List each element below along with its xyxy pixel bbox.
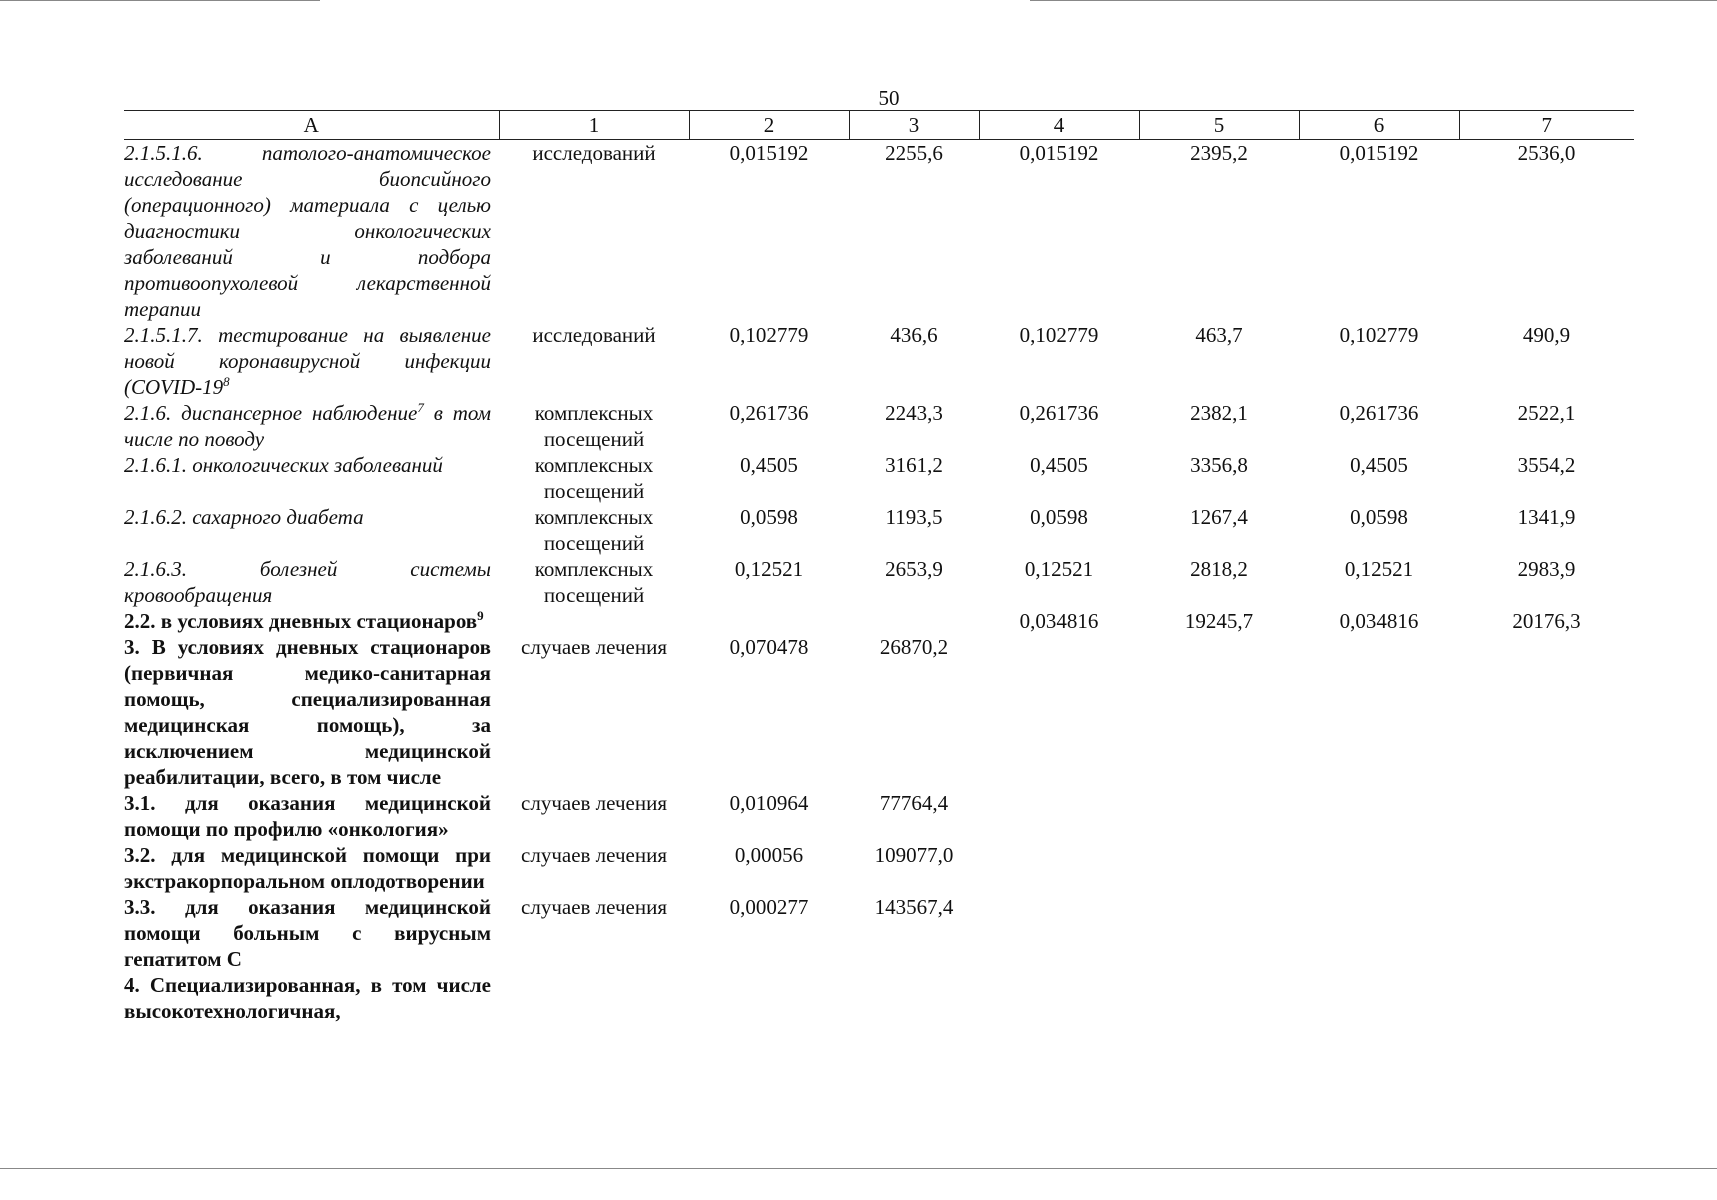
- unit-cell: случаев лечения: [521, 843, 667, 867]
- column-header-5: 5: [1139, 111, 1299, 140]
- value-cell-2: 0,102779: [729, 323, 809, 347]
- value-cell-7: [1459, 894, 1634, 972]
- value-cell-4: 0,4505: [1030, 453, 1088, 477]
- unit-cell: случаев лечения: [521, 635, 667, 659]
- value-cell-4: 0,261736: [1019, 401, 1099, 425]
- value-cell-7: 2983,9: [1517, 557, 1576, 581]
- table-row: [124, 790, 1634, 842]
- value-cell-6: [1299, 790, 1459, 842]
- value-cell-2: 0,261736: [729, 401, 809, 425]
- column-header-2: 2: [689, 111, 849, 140]
- value-cell-3: 3161,2: [885, 453, 943, 477]
- value-cell-7: 3554,2: [1517, 453, 1576, 477]
- value-cell-5: 2818,2: [1190, 557, 1248, 581]
- row-name: [124, 790, 499, 842]
- value-cell-7: [1459, 842, 1634, 894]
- value-cell-7: [1459, 634, 1634, 790]
- unit-cell: [499, 608, 689, 634]
- value-cell-5: 19245,7: [1184, 609, 1254, 633]
- row-name: [124, 400, 499, 452]
- value-cell-5: 3356,8: [1190, 453, 1248, 477]
- value-cell-4: 0,12521: [1024, 557, 1094, 581]
- value-cell-4: [979, 972, 1139, 1024]
- table-row: [124, 556, 1634, 608]
- row-name-text: 2.1.5.1.6. патолого-анатомическое исследование биопсийного (операционного) материала с целью диагностики онкологических заболеваний и подбора противоопухолевой лекарственной терапии: [124, 141, 491, 321]
- value-cell-6: 0,12521: [1344, 557, 1414, 581]
- table-row: [124, 400, 1634, 452]
- value-cell-2: 0,12521: [734, 557, 804, 581]
- row-name: [124, 556, 499, 608]
- value-cell-6: 0,0598: [1350, 505, 1408, 529]
- value-cell-5: [1139, 842, 1299, 894]
- row-name: [124, 322, 499, 400]
- row-name: [124, 894, 499, 972]
- value-cell-4: 0,0598: [1030, 505, 1088, 529]
- row-name-text: 2.2. в условиях дневных стационаров: [124, 609, 478, 633]
- row-name-text: 3.3. для оказания медицинской помощи больным с вирусным гепатитом С: [124, 895, 491, 971]
- unit-cell: случаев лечения: [521, 791, 667, 815]
- value-cell-5: [1139, 972, 1299, 1024]
- value-cell-4: 0,034816: [1019, 609, 1099, 633]
- footnote-marker: 8: [223, 374, 230, 389]
- unit-cell: [499, 972, 689, 1024]
- row-name: [124, 842, 499, 894]
- value-cell-7: [1459, 972, 1634, 1024]
- value-cell-4: [979, 790, 1139, 842]
- column-header-3: 3: [849, 111, 979, 140]
- value-cell-5: [1139, 790, 1299, 842]
- value-cell-6: 0,4505: [1350, 453, 1408, 477]
- value-cell-2: 0,4505: [740, 453, 798, 477]
- value-cell-6: 0,034816: [1339, 609, 1419, 633]
- table-row: [124, 842, 1634, 894]
- row-name-text: 2.1.6.2. сахарного диабета: [124, 505, 364, 529]
- scan-edge-top-right: [1030, 0, 1717, 1]
- value-cell-6: [1299, 842, 1459, 894]
- value-cell-6: [1299, 634, 1459, 790]
- table-row: [124, 504, 1634, 556]
- value-cell-3: 2653,9: [885, 557, 943, 581]
- unit-cell: комплексных посещений: [534, 453, 654, 503]
- value-cell-6: 0,102779: [1339, 323, 1419, 347]
- row-name-text: 3.2. для медицинской помощи при экстракорпоральном оплодотворении: [124, 843, 491, 893]
- unit-cell: исследований: [532, 141, 656, 165]
- value-cell-7: 490,9: [1522, 323, 1571, 347]
- value-cell-6: 0,015192: [1339, 141, 1419, 165]
- table-row: [124, 972, 1634, 1024]
- page-number: 50: [878, 86, 900, 110]
- footnote-marker: 9: [477, 608, 484, 623]
- value-cell-7: 2536,0: [1517, 141, 1576, 165]
- value-cell-3: 26870,2: [879, 635, 949, 659]
- value-cell-6: [1299, 972, 1459, 1024]
- unit-cell: комплексных посещений: [534, 557, 654, 607]
- table-row: [124, 322, 1634, 400]
- row-name: [124, 452, 499, 504]
- value-cell-4: [979, 894, 1139, 972]
- row-name-text: 3. В условиях дневных стационаров (первичная медико-санитарная помощь, специализированная медицинская помощь), за исключением медицинской реабилитации, всего, в том числе: [124, 635, 491, 789]
- value-cell-3: 436,6: [890, 323, 938, 347]
- row-name-text: 2.1.5.1.7. тестирование на выявление новой коронавирусной инфекции (COVID-19: [124, 323, 491, 399]
- table-row: [124, 140, 1634, 323]
- value-cell-4: 0,015192: [1019, 141, 1099, 165]
- row-name: [124, 972, 499, 1024]
- value-cell-2: 0,0598: [740, 505, 798, 529]
- unit-cell: случаев лечения: [521, 895, 667, 919]
- value-cell-3: 143567,4: [874, 895, 954, 919]
- value-cell-2: [689, 608, 849, 634]
- value-cell-7: 2522,1: [1517, 401, 1576, 425]
- column-header-7: 7: [1459, 111, 1634, 140]
- unit-cell: исследований: [532, 323, 656, 347]
- footnote-marker: 7: [417, 400, 424, 415]
- value-cell-2: 0,00056: [734, 843, 804, 867]
- value-cell-3: [849, 608, 979, 634]
- value-cell-4: 0,102779: [1019, 323, 1099, 347]
- value-cell-6: [1299, 894, 1459, 972]
- data-table: [124, 110, 1634, 1024]
- column-header-6: 6: [1299, 111, 1459, 140]
- value-cell-2: 0,000277: [729, 895, 809, 919]
- scan-edge-bottom: [0, 1168, 1717, 1169]
- value-cell-3: 2255,6: [885, 141, 943, 165]
- scan-edge-top-left: [0, 0, 320, 1]
- value-cell-4: [979, 842, 1139, 894]
- value-cell-6: 0,261736: [1339, 401, 1419, 425]
- row-name-text: 2.1.6.3. болезней системы кровообращения: [124, 557, 491, 607]
- value-cell-5: 2395,2: [1190, 141, 1248, 165]
- table-body: [124, 140, 1634, 1025]
- value-cell-7: [1459, 790, 1634, 842]
- value-cell-3: 2243,3: [885, 401, 943, 425]
- value-cell-5: 463,7: [1195, 323, 1243, 347]
- unit-cell: комплексных посещений: [534, 401, 654, 451]
- row-name: [124, 140, 499, 323]
- row-name-text: 4. Специализированная, в том числе высокотехнологичная,: [124, 973, 491, 1023]
- table-row: [124, 894, 1634, 972]
- value-cell-2: 0,070478: [729, 635, 809, 659]
- table-row: [124, 452, 1634, 504]
- table-row: [124, 634, 1634, 790]
- value-cell-2: 0,010964: [729, 791, 809, 815]
- column-header-4: 4: [979, 111, 1139, 140]
- value-cell-5: [1139, 894, 1299, 972]
- value-cell-7: 1341,9: [1517, 505, 1576, 529]
- row-name-text: 2.1.6. диспансерное наблюдение: [124, 401, 418, 425]
- unit-cell: комплексных посещений: [534, 505, 654, 555]
- value-cell-3: 77764,4: [879, 791, 949, 815]
- row-name: [124, 634, 499, 790]
- value-cell-5: 2382,1: [1190, 401, 1248, 425]
- value-cell-3: [849, 972, 979, 1024]
- value-cell-2: [689, 972, 849, 1024]
- value-cell-3: 109077,0: [874, 843, 954, 867]
- row-name-continuation: в том числе по поводу: [124, 401, 491, 451]
- value-cell-2: 0,015192: [729, 141, 809, 165]
- header-row: [124, 111, 1634, 140]
- column-header-1: 1: [499, 111, 689, 140]
- value-cell-4: [979, 634, 1139, 790]
- value-cell-5: [1139, 634, 1299, 790]
- value-cell-5: 1267,4: [1190, 505, 1248, 529]
- row-name: [124, 608, 499, 634]
- table-row: [124, 608, 1634, 634]
- row-name: [124, 504, 499, 556]
- value-cell-3: 1193,5: [885, 505, 943, 529]
- row-name-text: 3.1. для оказания медицинской помощи по профилю «онкология»: [124, 791, 491, 841]
- column-header-a: А: [124, 111, 499, 140]
- row-name-text: 2.1.6.1. онкологических заболеваний: [124, 453, 443, 477]
- value-cell-7: 20176,3: [1512, 609, 1581, 633]
